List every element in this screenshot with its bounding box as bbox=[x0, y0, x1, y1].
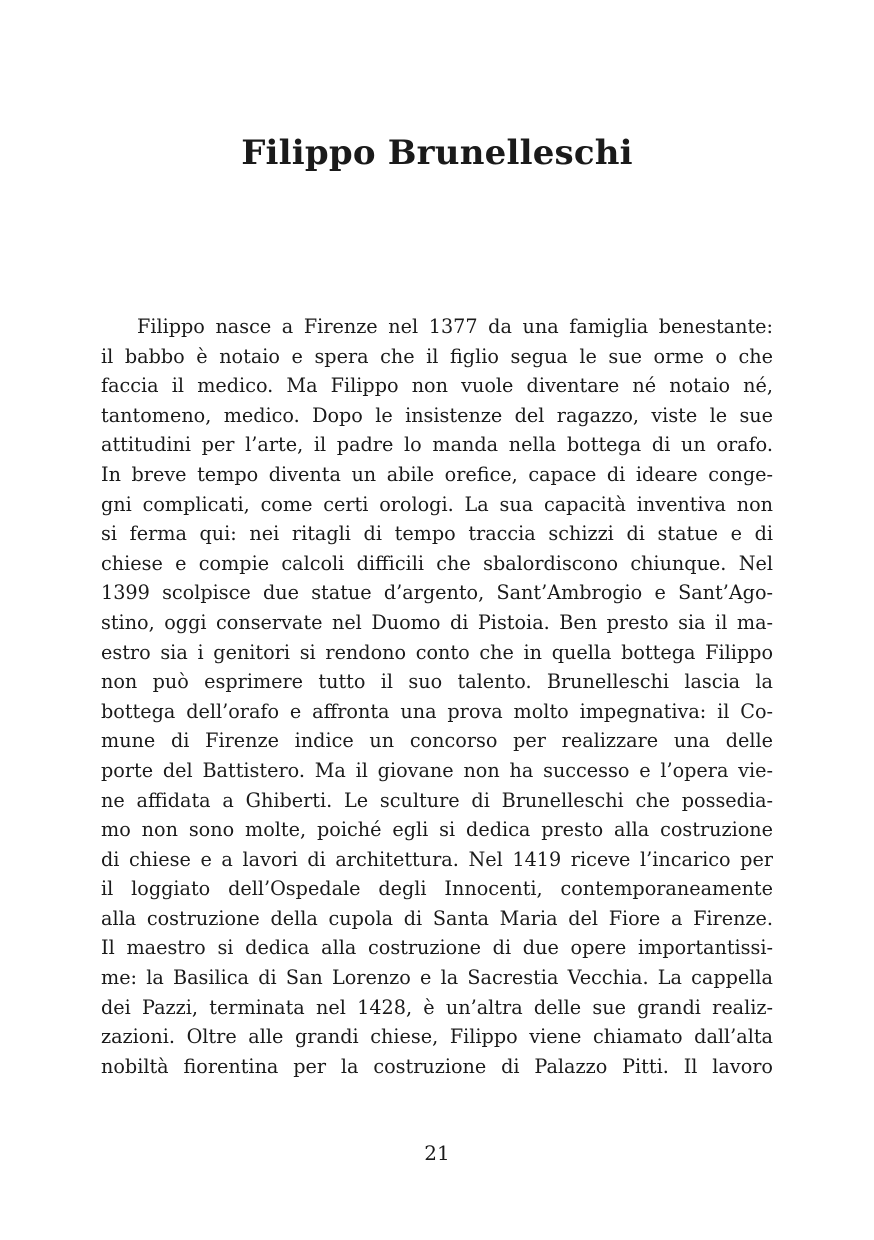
text-line: estro sia i genitori si rendono conto che in quella bottega Filippo bbox=[101, 640, 773, 664]
body-paragraph bbox=[101, 312, 773, 1081]
text-line: dei Pazzi, terminata nel 1428, è un’altra delle sue grandi realiz- bbox=[101, 995, 773, 1019]
chapter-title: Filippo Brunelleschi bbox=[241, 133, 633, 173]
text-line: il babbo è notaio e spera che il figlio segua le sue orme o che bbox=[101, 344, 773, 368]
page-number: 21 bbox=[424, 1141, 450, 1165]
text-line: Il maestro si dedica alla costruzione di due opere importantissi- bbox=[101, 936, 773, 960]
text-line: zazioni. Oltre alle grandi chiese, Filippo viene chiamato dall’alta bbox=[101, 1025, 773, 1049]
text-line: il loggiato dell’Ospedale degli Innocenti, contemporaneamente bbox=[101, 877, 773, 901]
text-line: stino, oggi conservate nel Duomo di Pistoia. Ben presto sia il ma- bbox=[101, 610, 773, 634]
text-line: 1399 scolpisce due statue d’argento, Sant’Ambrogio e Sant’Ago- bbox=[101, 581, 773, 605]
text-line: ne affidata a Ghiberti. Le sculture di Brunelleschi che possedia- bbox=[101, 788, 773, 812]
text-line: faccia il medico. Ma Filippo non vuole diventare né notaio né, bbox=[101, 374, 773, 398]
text-line: porte del Battistero. Ma il giovane non ha successo e l’opera vie- bbox=[101, 758, 773, 782]
text-line: In breve tempo diventa un abile orefice, capace di ideare conge- bbox=[101, 462, 773, 486]
text-line: me: la Basilica di San Lorenzo e la Sacrestia Vecchia. La cappella bbox=[101, 966, 773, 990]
text-line: attitudini per l’arte, il padre lo manda nella bottega di un orafo. bbox=[101, 433, 773, 457]
text-line: non può esprimere tutto il suo talento. Brunelleschi lascia la bbox=[101, 670, 773, 694]
text-line: bottega dell’orafo e affronta una prova molto impegnativa: il Co- bbox=[101, 699, 773, 723]
text-line: di chiese e a lavori di architettura. Nel 1419 riceve l’incarico per bbox=[101, 847, 773, 871]
text-line: chiese e compie calcoli difficili che sbalordiscono chiunque. Nel bbox=[101, 551, 773, 575]
text-line: alla costruzione della cupola di Santa Maria del Fiore a Firenze. bbox=[101, 906, 773, 930]
text-line: mo non sono molte, poiché egli si dedica presto alla costruzione bbox=[101, 818, 773, 842]
text-line: tantomeno, medico. Dopo le insistenze del ragazzo, viste le sue bbox=[101, 403, 773, 427]
text-line: gni complicati, come certi orologi. La sua capacità inventiva non bbox=[101, 492, 773, 516]
text-line: mune di Firenze indice un concorso per realizzare una delle bbox=[101, 729, 773, 753]
text-line: nobiltà fiorentina per la costruzione di Palazzo Pitti. Il lavoro bbox=[101, 1054, 773, 1078]
text-line: si ferma qui: nei ritagli di tempo traccia schizzi di statue e di bbox=[101, 522, 773, 546]
text-line: Filippo nasce a Firenze nel 1377 da una famiglia benestante: bbox=[137, 315, 773, 338]
